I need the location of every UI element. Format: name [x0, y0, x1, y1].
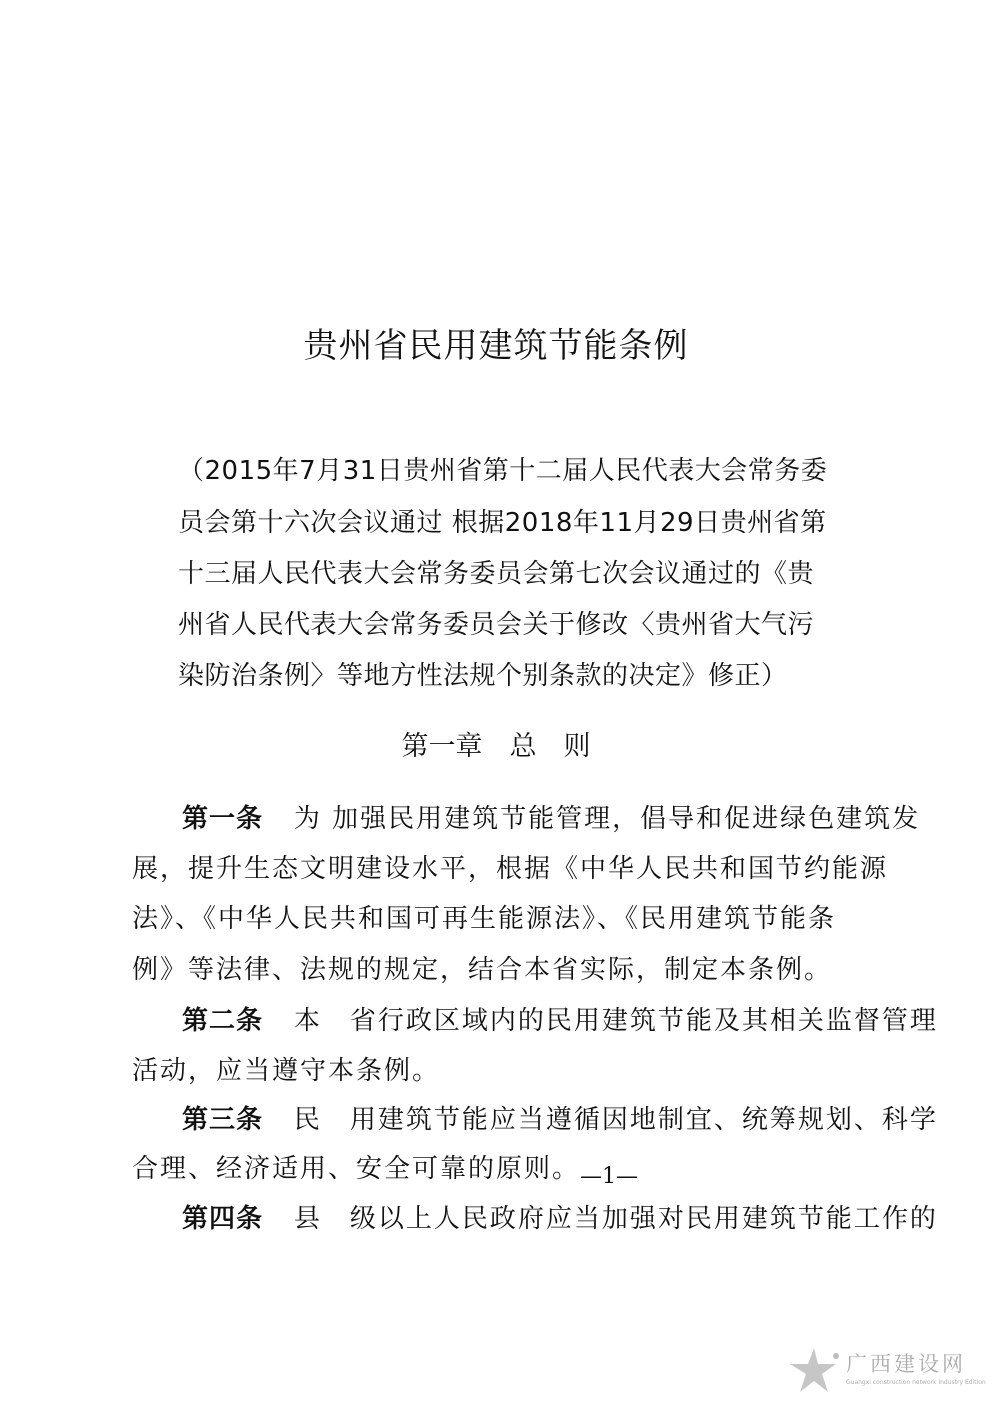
article-label: 第三条	[182, 1105, 264, 1135]
chapter-heading: 第一章 总 则	[401, 731, 591, 762]
article-label: 第二条	[182, 1006, 264, 1036]
article-3	[182, 1099, 938, 1136]
note-line: 员会第十六次会议通过 根据2018年11月29日贵州省第	[178, 508, 827, 538]
article-text: 例》等法律、法规的规定，结合本省实际，制定本条例。	[132, 955, 833, 985]
article-label: 第四条	[182, 1204, 264, 1234]
watermark-subtitle: Guangxi construction network Industry Edition	[846, 1379, 986, 1386]
article-text: 民 用建筑节能应当遵循因地制宜、统筹规划、科学	[293, 1105, 938, 1135]
article-2	[182, 1000, 938, 1037]
watermark	[784, 1346, 989, 1396]
note-line: （2015年7月31日贵州省第十二届人民代表大会常务委	[178, 456, 828, 486]
article-text: 活动，应当遵守本条例。	[132, 1056, 441, 1086]
article-text: 展，提升生态文明建设水平，根据《中华人民共和国节约能源	[132, 854, 889, 884]
article-label: 第一条	[182, 804, 264, 834]
note-line: 染防治条例〉等地方性法规个别条款的决定》修正）	[178, 661, 788, 691]
page-number: —1—	[580, 1164, 638, 1189]
article-1	[182, 798, 920, 835]
article-text: 法》、《中华人民共和国可再生能源法》、《民用建筑节能条	[132, 904, 837, 934]
article-text: 合理、经济适用、安全可靠的原则。	[132, 1154, 581, 1184]
note-line: 十三届人民代表大会常务委员会第七次会议通过的《贵	[178, 559, 815, 589]
star-logo-icon	[784, 1346, 842, 1396]
document-title: 贵州省民用建筑节能条例	[303, 326, 689, 366]
article-text: 本 省行政区域内的民用建筑节能及其相关监督管理	[293, 1006, 938, 1036]
article-text: 为 加强民用建筑节能管理，倡导和促进绿色建筑发	[293, 804, 921, 834]
note-line: 州省人民代表大会常务委员会关于修改〈贵州省大气污	[178, 610, 815, 640]
article-text: 县 级以上人民政府应当加强对民用建筑节能工作的	[293, 1204, 938, 1234]
article-4	[182, 1198, 938, 1235]
watermark-name: 广西建设网	[846, 1352, 966, 1376]
